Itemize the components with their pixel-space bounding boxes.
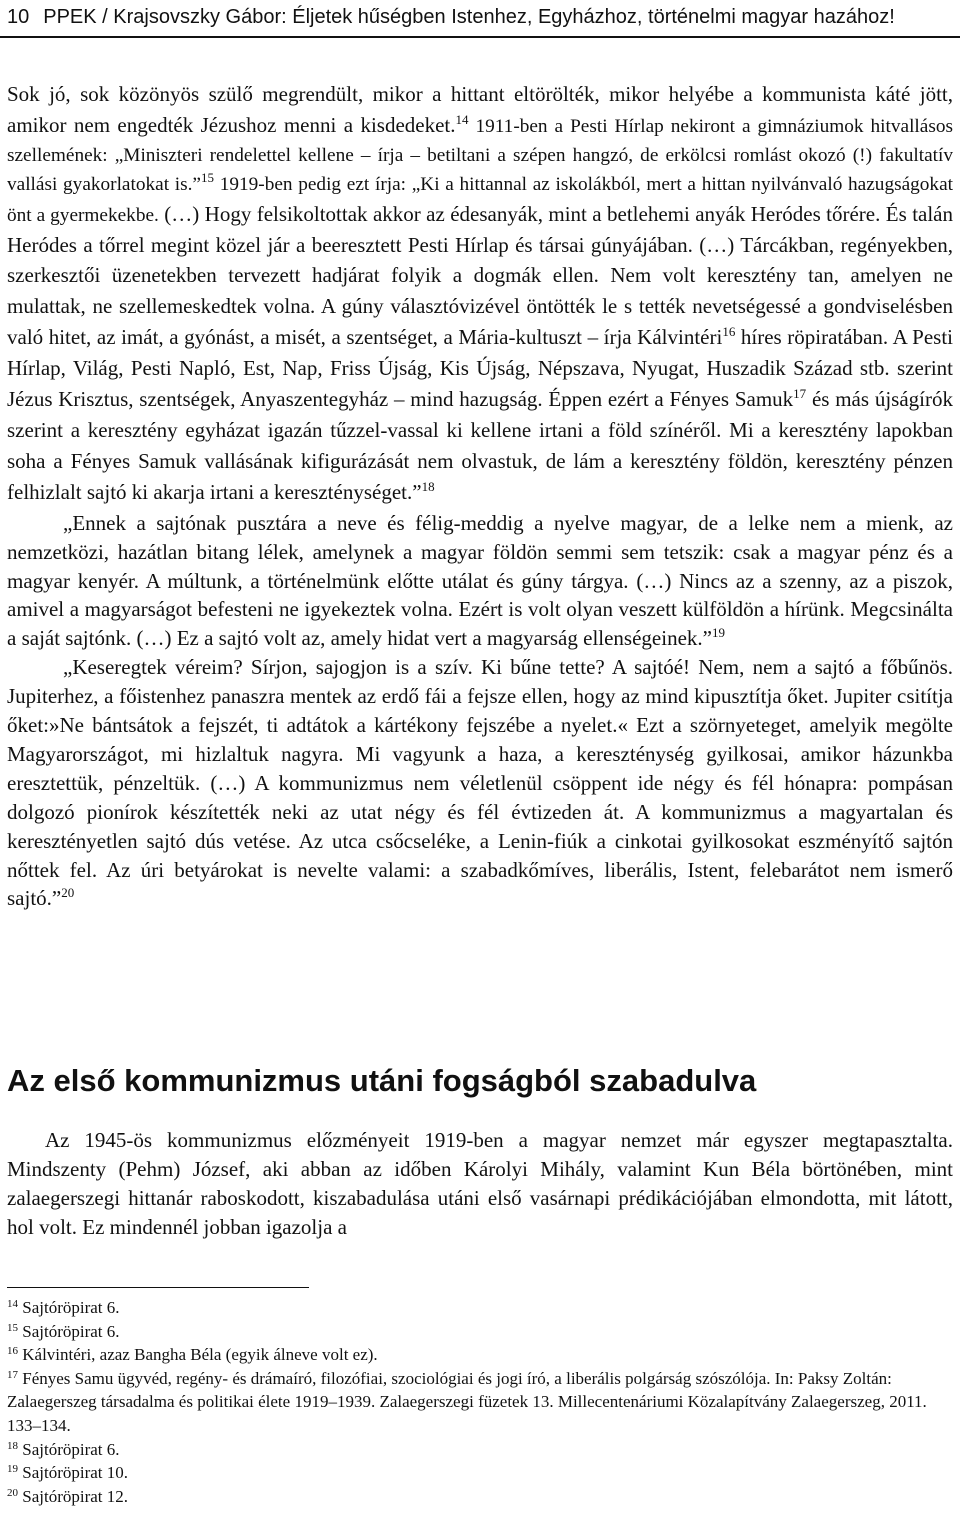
footnote-ref-19[interactable]: 19 (711, 625, 725, 641)
footnotes (7, 1296, 953, 1508)
paragraph-1-part-a: Sok jó, sok közönyös szülő megrendült, mikor a hittant eltörölték, mikor helyébe a kommunista káté jött, amikor nem engedték Jézushoz menni a kisdedeket. (7, 82, 953, 137)
footnote-ref-17[interactable]: 17 (793, 386, 807, 402)
footnote-19 (7, 1461, 953, 1485)
running-header (7, 4, 957, 30)
footnote-text: Sajtóröpirat 6. (18, 1439, 120, 1459)
footnote-ref-16[interactable]: 16 (722, 324, 736, 340)
footnote-number: 19 (7, 1463, 18, 1476)
footnote-18 (7, 1438, 953, 1462)
footnote-number: 16 (7, 1345, 18, 1358)
paragraph-2 (7, 509, 953, 654)
footnote-number: 14 (7, 1298, 18, 1310)
footnote-15 (7, 1320, 953, 1344)
footnote-text: Sajtóröpirat 6. (18, 1298, 120, 1317)
paragraph-3 (7, 653, 953, 913)
footnote-20 (7, 1485, 953, 1509)
section-paragraph: Az 1945-ös kommunizmus előzményeit 1919-ben a magyar nemzet már egyszer megtapasztalta. Mindszenty (Pehm) József, aki abban az időben Károlyi Mihály, valamint Kun Béla börtönében, mint zalaegerszegi hittanár raboskodott, kiszabadulása utáni első vasárnapi prédikációjában elmondotta, mit látott, hol volt. Ez mindennél jobban igazolja a (7, 1128, 953, 1239)
header-rule (0, 36, 960, 38)
footnote-number: 15 (7, 1321, 18, 1334)
paragraph-1-part-e: híres röpiratában. A Pesti Hírlap, Világ, Pesti Napló, Est, Nap, Friss Újság, Kis Újság, Népszava, Nyugat, Huszadik Század stb. szerint Jézus Krisztus, szentségek, Anyaszentegyház – mind hazugság. Éppen ezért a Fényes Samuk (7, 325, 953, 412)
footnote-ref-14[interactable]: 14 (455, 111, 469, 127)
footnote-14 (7, 1296, 953, 1320)
footnote-ref-18[interactable]: 18 (421, 478, 435, 494)
paragraph-1-part-c: 1919-ben pedig ezt írja: „Ki a hittannal az iskolákból, mert a hittan nyilvánvaló hazugságokat önt a gyermekekbe. (7, 173, 953, 226)
footnote-number: 18 (7, 1439, 18, 1452)
footnote-ref-20[interactable]: 20 (61, 885, 75, 901)
footnote-text: Kálvintéri, azaz Bangha Béla (egyik álneve volt ez). (18, 1345, 378, 1365)
footnote-17 (7, 1367, 953, 1438)
footnote-text: Fényes Samu ügyvéd, regény- és drámaíró, filozófiai, szociológiai és jogi író, a liberális polgárság szószólója. In: Paksy Zoltán: Zalaegerszeg társadalma és politikai élete 1919–1939. Zalaegerszegi füzetek 13. Millecentenáriumi Közalapítvány Zalaegerszeg, 2011. 133–134. (7, 1368, 927, 1435)
footnote-number: 20 (7, 1486, 18, 1499)
paragraph-1-part-b: 1911-ben a Pesti Hírlap nekiront a gimnáziumok hitvallásos szellemének: „Miniszteri rendelettel kellene – írja – betiltani a szépen hangzó, de erkölcsi romlást okozó (!) fakultatív vallási gyakorlatokat is.” (7, 115, 953, 195)
paragraph-1-part-d: (…) Hogy felsikoltottak akkor az édesanyák, mint a betlehemi anyák Heródes tőrére. És talán Heródes a tőrrel megint közel jár a beeresztett Pesti Hírlap és társai gúnyájában. (…) Tárcákban, regényekben, szerkesztői üzenetekben tervezett hadjárat folyik a dogmák ellen. Nem volt keresztény tan, amelyen ne mulattak, ne szellemeskedtek volna. A gúny választóvizével öntötték le s tették nevetségessé a gondviselésben való hitet, az imát, a gyónást, a misét, a szentséget, a Mária-kultuszt – írja Kálvintéri (7, 201, 954, 350)
paragraph-3-text: „Keseregtek véreim? Sírjon, sajogjon is a szív. Ki bűne tette? A sajtóé! Nem, nem a sajtó a főbűnös. Jupiterhez, a főistenhez panaszra mentek az erdő fái a fejsze ellen, hogy az mind kipusztítja őket. Jupiter csitítja őket:»Ne bántsátok a fejszét, ti adtátok a kártékony fejszébe a nyelet.« Ezt a szörnyeteget, amelyik megölte Magyarországot, mi hizlaltuk nagyra. Mi vagyunk a haza, a kereszténység gyilkosai, amikor házunkba eresztettük, pénzeltük. (…) A kommunizmus nem véletlenül csöppent ide négy és fél hónapra: pompásan dolgozó pionírok készítették neki az utat négy és fél évtizeden át. A kommunizmus a magyartalan és keresztényetlen sajtó dús vetése. Az utca csőcseléke, a Lenin-fiúk a cinkotai gyilkosokat eszményítő sajtón nőttek fel. Az úri betyárokat is nevelte valami: a szabadkőmíves, liberális, Istent, felebarátot nem ismerő sajtó.” (7, 655, 953, 911)
footnote-number: 17 (7, 1368, 18, 1381)
section-heading: Az első kommunizmus utáni fogságból szabadulva (7, 1063, 757, 1098)
running-title: PPEK / Krajsovszky Gábor: Éljetek hűségben Istenhez, Egyházhoz, történelmi magyar hazához! (43, 6, 895, 28)
footnote-text: Sajtóröpirat 6. (18, 1321, 120, 1341)
page-number: 10 (7, 6, 30, 28)
main-text (7, 80, 953, 913)
footnote-text: Sajtóröpirat 12. (18, 1486, 129, 1506)
footnote-text: Sajtóröpirat 10. (18, 1463, 129, 1483)
footnote-separator (7, 1287, 309, 1288)
paragraph-1-part-f: és más újságírók szerint a keresztény egyházat igazán tűzzel-vassal ki kellene irtani a föld színéről. Mi a keresztény lapokban soha a Fényes Samuk vallásának kifigurázását nem olvastuk, de lám a keresztény földön, keresztény pénzen felhizlalt sajtó ki akarja irtani a kereszténységet.” (7, 387, 953, 504)
paragraph-1 (7, 80, 953, 509)
paragraph-2-text: „Ennek a sajtónak pusztára a neve és félig-meddig a nyelve magyar, de a lelke nem a mienk, az nemzetközi, hazátlan bitang lélek, amelynek a magyar földön semmi sem tetszik: csak a magyar pénz és a magyar kenyér. A múltunk, a történelmünk előtte utálat és gúny tárgya. (…) Nincs az a szenny, az a piszok, amivel a magyarságot befesteni ne igyekeztek volna. Ezért is volt olyan veszett külföldön a hírünk. Megcsinálta a saját sajtónk. (…) Ez a sajtó volt az, amely hidat vert a magyarság ellenségeinek.” (7, 510, 953, 651)
footnote-ref-15[interactable]: 15 (201, 169, 214, 185)
footnote-16 (7, 1343, 953, 1367)
